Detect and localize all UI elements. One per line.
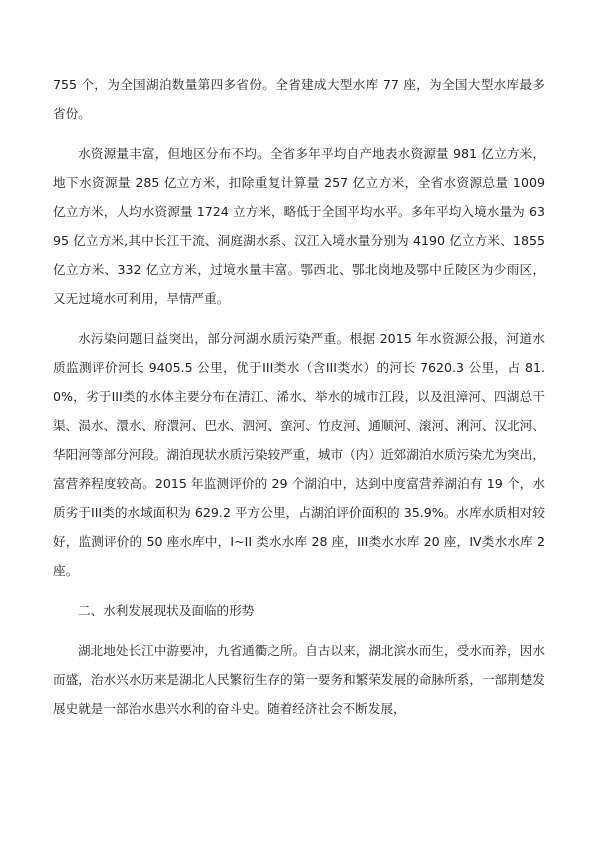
paragraph-water-resources: 水资源量丰富，但地区分布不均。全省多年平均自产地表水资源量 981 亿立方米，地下水资源量 285 亿立方米，扣除重复计算量 257 亿立方米，全省水资源总量 1009 亿立方米，人均水资源量 1724 立方米，略低于全国平均水平。多年平均入境水量为 6395 亿立方米,其中长江干流、洞庭湖水系、汉江入境水量分别为 4190 亿立方米、1855 亿立方米、332 亿立方米，过境水量丰富。鄂西北、鄂北岗地及鄂中丘陵区为少雨区，又无过境水可利用，旱情严重。 [53, 146, 545, 306]
paragraph-continued: 755 个，为全国湖泊数量第四多省份。全省建成大型水库 77 座，为全国大型水库最多省份。 [53, 77, 545, 121]
body-text [53, 70, 545, 734]
section-heading: 二、水利发展现状及面临的形势 [78, 603, 255, 618]
paragraph-hubei-location: 湖北地处长江中游要冲，九省通衢之所。自古以来，湖北滨水而生，受水而养，因水而盛，治水兴水历来是湖北人民繁衍生存的第一要务和繁荣发展的命脉所系，一部荆楚发展史就是一部治水患兴水利的奋斗史。随着经济社会不断发展， [53, 643, 545, 716]
paragraph-water-pollution: 水污染问题日益突出，部分河湖水质污染严重。根据 2015 年水资源公报，河道水质监测评价河长 9405.5 公里，优于III类水（含III类水）的河长 7620.3 公里，占 81.0%，劣于III类的水体主要分布在清江、浠水、举水的城市江段，以及沮漳河、四湖总干渠、涢水、澴水、府澴河、巴水、泗河、蛮河、竹皮河、通顺河、滚河、浰河、汉北河、华阳河等部分河段。湖泊现状水质污染较严重，城市（内）近郊湖泊水质污染尤为突出，富营养程度较高。2015 年监测评价的 29 个湖泊中，达到中度富营养湖泊有 19 个，水质劣于III类的水域面积为 629.2 平方公里，占湖泊评价面积的 35.9%。水库水质相对较好，监测评价的 50 座水库中，I~II 类水水库 28 座，III类水水库 20 座，IV类水水库 2 座。 [53, 331, 545, 578]
